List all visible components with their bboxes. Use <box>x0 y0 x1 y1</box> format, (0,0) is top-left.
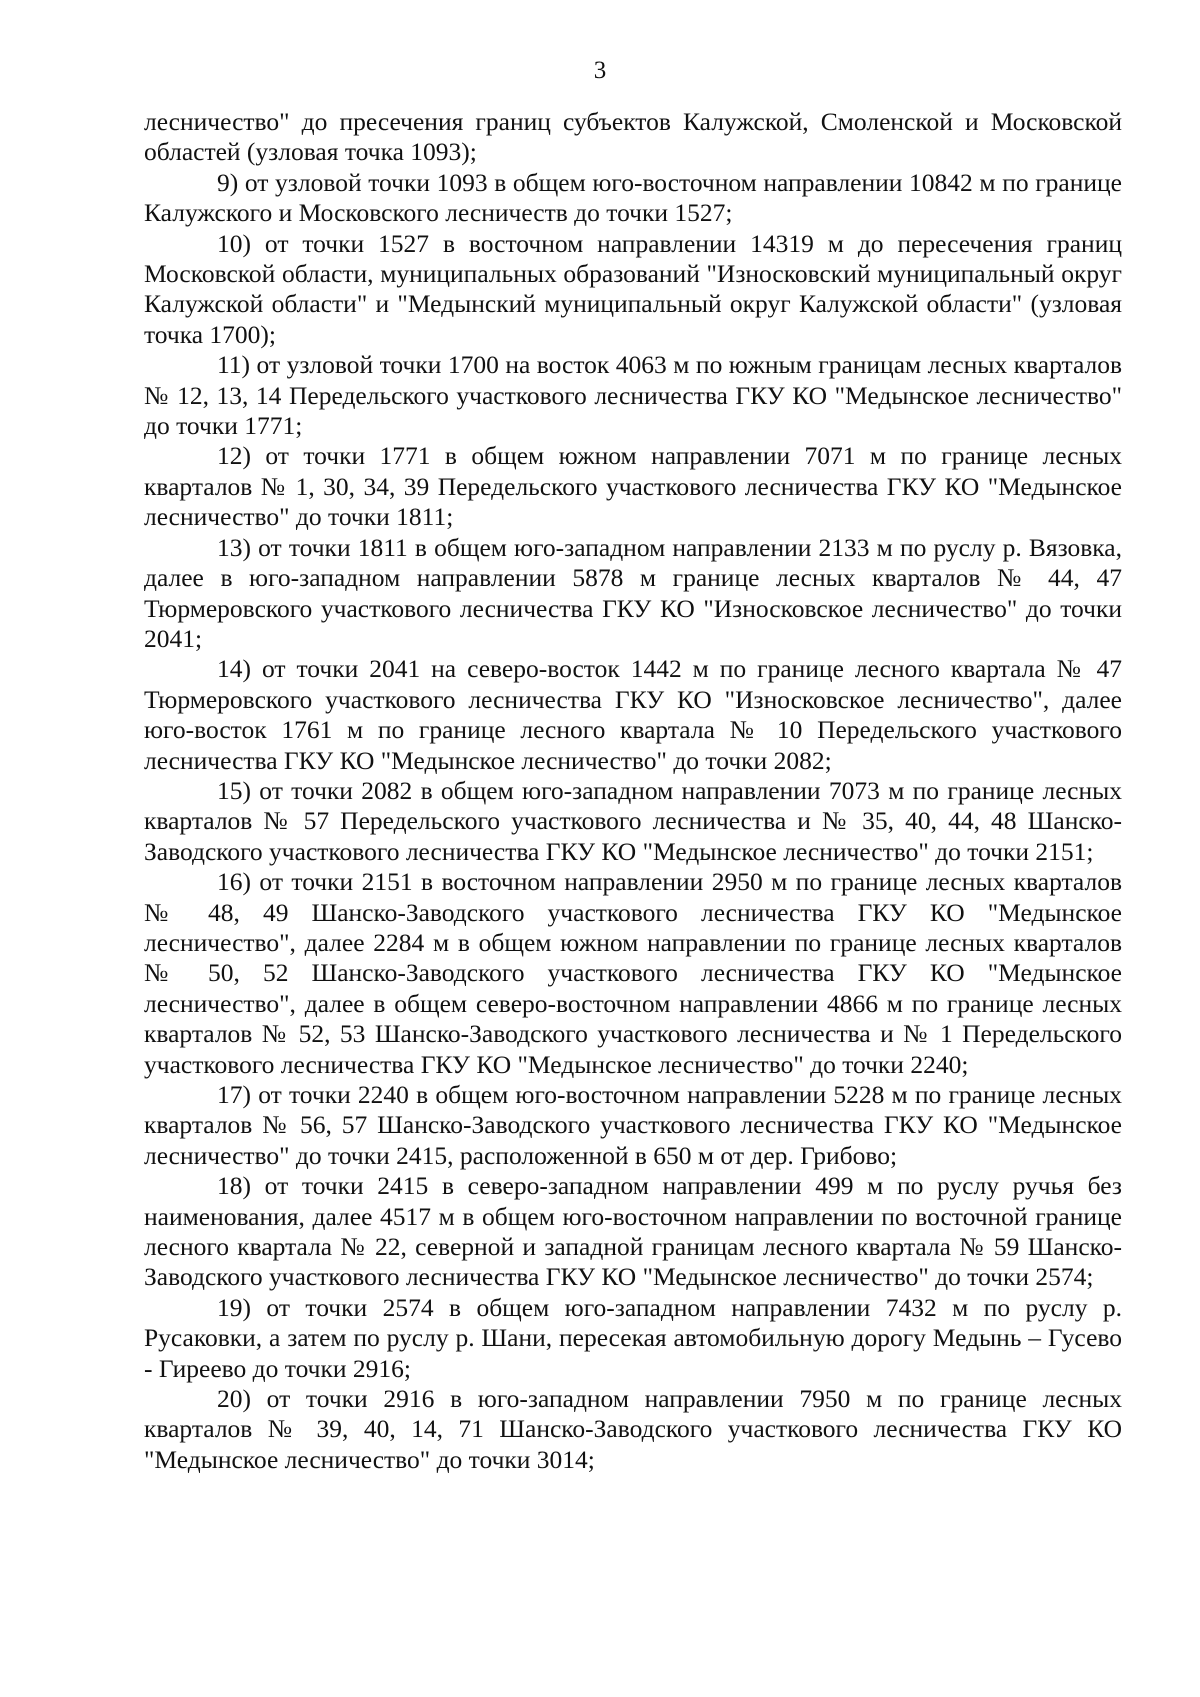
paragraph-item-17: 17) от точки 2240 в общем юго-восточном направлении 5228 м по границе лесных кварталов № 56, 57 Шанско-Заводского участкового лесничества ГКУ КО "Медынское лесничество" до точки 2415, расположенной в 650 м от дер. Грибово; <box>144 1080 1122 1170</box>
paragraph-continuation: лесничество" до пресечения границ субъектов Калужской, Смоленской и Московской областей (узловая точка 1093); <box>144 107 1122 167</box>
paragraph-item-9: 9) от узловой точки 1093 в общем юго-восточном направлении 10842 м по границе Калужского и Московского лесничеств до точки 1527; <box>144 167 1122 228</box>
paragraph-item-12: 12) от точки 1771 в общем южном направлении 7071 м по границе лесных кварталов № 1, 30, 34, 39 Передельского участкового лесничества ГКУ КО "Медынское лесничество" до точки 1811; <box>144 441 1122 532</box>
paragraph-item-18: 18) от точки 2415 в северо-западном направлении 499 м по руслу ручья без наименования, далее 4517 м в общем юго-восточном направлении по восточной границе лесного квартала № 22, северной и западной границам лесного квартала № 59 Шанско-Заводского участкового лесничества ГКУ КО "Медынское лесничество" до точки 2574; <box>144 1171 1122 1292</box>
paragraph-item-19: 19) от точки 2574 в общем юго-западном направлении 7432 м по руслу р. Русаковки, а затем по руслу р. Шани, пересекая автомобильную дорогу Медынь – Гусево - Гиреево до точки 2916; <box>144 1292 1122 1383</box>
document-body <box>144 107 1122 1475</box>
paragraph-item-16: 16) от точки 2151 в восточном направлении 2950 м по границе лесных кварталов № 48, 49 Шанско-Заводского участкового лесничества ГКУ КО "Медынское лесничество", далее 2284 м в общем южном направлении по границе лесных кварталов № 50, 52 Шанско-Заводского участкового лесничества ГКУ КО "Медынское лесничество", далее в общем северо-восточном направлении 4866 м по границе лесных кварталов № 52, 53 Шанско-Заводского участкового лесничества и № 1 Передельского участкового лесничества ГКУ КО "Медынское лесничество" до точки 2240; <box>144 867 1122 1079</box>
paragraph-item-11: 11) от узловой точки 1700 на восток 4063 м по южным границам лесных кварталов № 12, 13, 14 Передельского участкового лесничества ГКУ КО "Медынское лесничество" до точки 1771; <box>144 350 1122 441</box>
paragraph-item-20: 20) от точки 2916 в юго-западном направлении 7950 м по границе лесных кварталов № 39, 40, 14, 71 Шанско-Заводского участкового лесничества ГКУ КО "Медынское лесничество" до точки 3014; <box>144 1384 1122 1474</box>
paragraph-item-14: 14) от точки 2041 на северо-восток 1442 м по границе лесного квартала № 47 Тюрмеровского участкового лесничества ГКУ КО "Износковское лесничество", далее юго-восток 1761 м по границе лесного квартала № 10 Передельского участкового лесничества ГКУ КО "Медынское лесничество" до точки 2082; <box>144 654 1122 775</box>
paragraph-item-15: 15) от точки 2082 в общем юго-западном направлении 7073 м по границе лесных кварталов № 57 Передельского участкового лесничества и № 35, 40, 44, 48 Шанско-Заводского участкового лесничества ГКУ КО "Медынское лесничество" до точки 2151; <box>144 775 1122 866</box>
page-number: 3 <box>593 57 607 84</box>
paragraph-item-10: 10) от точки 1527 в восточном направлении 14319 м до пересечения границ Московской области, муниципальных образований "Износковский муниципальный округ Калужской области" и "Медынский муниципальный округ Калужской области" (узловая точка 1700); <box>144 228 1122 349</box>
paragraph-item-13: 13) от точки 1811 в общем юго-западном направлении 2133 м по руслу р. Вязовка, далее в юго-западном направлении 5878 м границе лесных кварталов № 44, 47 Тюрмеровского участкового лесничества ГКУ КО "Износковское лесничество" до точки 2041; <box>144 532 1122 653</box>
